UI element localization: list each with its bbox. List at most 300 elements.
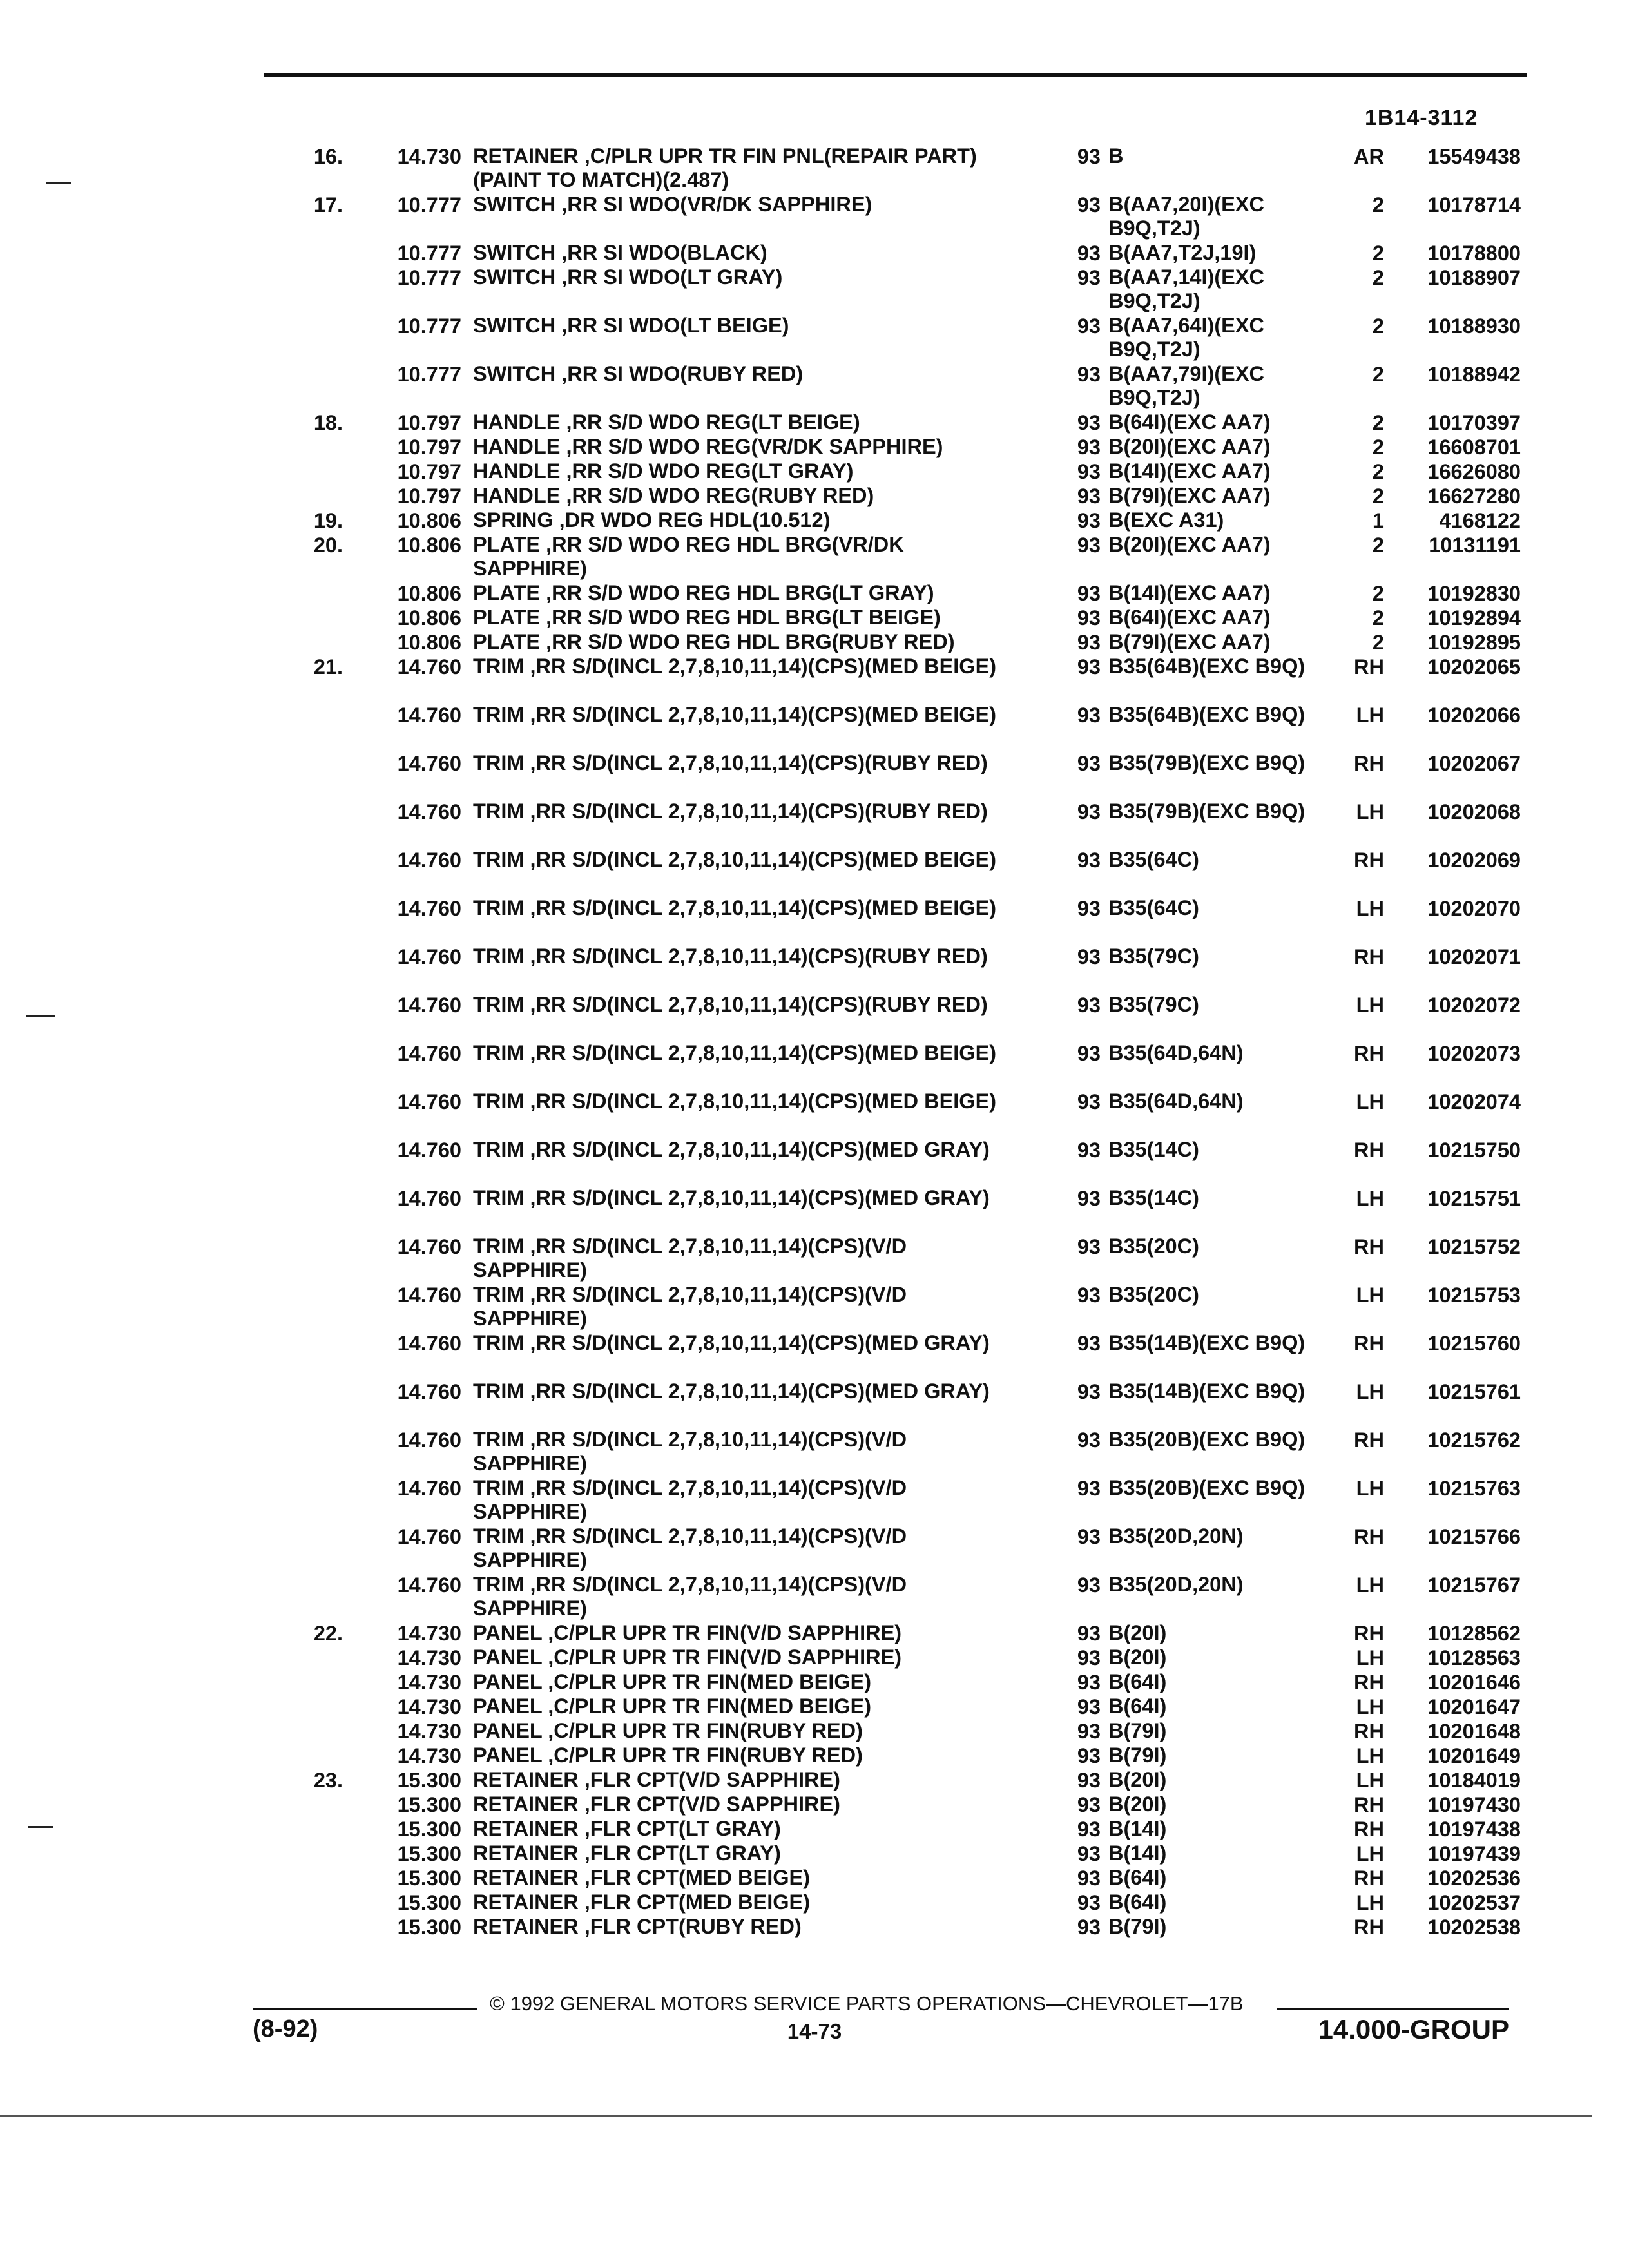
model-usage: B35(79B)(EXC B9Q) xyxy=(1108,800,1306,823)
quantity: RH xyxy=(1354,655,1384,678)
table-row xyxy=(0,581,1629,606)
part-description xyxy=(473,848,1001,872)
item-number: 16. xyxy=(313,145,343,168)
group-number: 14.730 xyxy=(397,1695,461,1718)
copyright-line: © 1992 GENERAL MOTORS SERVICE PARTS OPERATIONS—CHEVROLET—17B xyxy=(490,1992,1244,2015)
part-number: 10215762 xyxy=(1427,1428,1521,1452)
part-detail: ,RR S/D(INCL 2,7,8,10,11,14)(CPS)(MED BEIGE) xyxy=(530,1041,997,1064)
part-number: 10215752 xyxy=(1427,1235,1521,1258)
part-detail: ,RR S/D(INCL 2,7,8,10,11,14)(CPS)(RUBY RED) xyxy=(530,800,988,823)
table-row xyxy=(0,1235,1629,1283)
part-number: 16626080 xyxy=(1427,460,1521,483)
model-usage: B35(79C) xyxy=(1108,945,1199,968)
model-year: 93 xyxy=(1077,1332,1101,1355)
model-usage: B(14I)(EXC AA7) xyxy=(1108,459,1271,483)
part-description xyxy=(473,410,1001,434)
group-number: 10.797 xyxy=(397,436,461,459)
table-row xyxy=(0,484,1629,508)
part-name: HANDLE xyxy=(473,410,561,434)
table-row xyxy=(0,1792,1629,1817)
group-number: 14.760 xyxy=(397,1428,461,1452)
part-name: HANDLE xyxy=(473,435,561,458)
part-number: 4168122 xyxy=(1439,509,1521,532)
table-row xyxy=(0,703,1629,751)
part-description xyxy=(473,751,1001,775)
group-number: 14.760 xyxy=(397,1573,461,1597)
group-number: 10.777 xyxy=(397,266,461,289)
model-usage: B(AA7,T2J,19I) xyxy=(1108,241,1257,264)
model-year: 93 xyxy=(1077,314,1101,338)
table-row xyxy=(0,1841,1629,1866)
model-year: 93 xyxy=(1077,1573,1101,1597)
quantity: RH xyxy=(1354,1818,1384,1841)
model-year: 93 xyxy=(1077,1139,1101,1162)
table-row xyxy=(0,1186,1629,1235)
part-number: 10202068 xyxy=(1427,800,1521,823)
quantity: 2 xyxy=(1372,411,1384,434)
table-row xyxy=(0,800,1629,848)
group-number: 10.806 xyxy=(397,631,461,654)
part-name: TRIM xyxy=(473,1235,525,1258)
model-usage: B(79I)(EXC AA7) xyxy=(1108,484,1271,507)
group-label: 14.000-GROUP xyxy=(1318,2014,1509,2044)
part-number: 10215763 xyxy=(1427,1477,1521,1500)
group-number: 10.806 xyxy=(397,509,461,532)
part-number: 10215753 xyxy=(1427,1283,1521,1307)
part-number: 10215760 xyxy=(1427,1332,1521,1355)
quantity: LH xyxy=(1356,1380,1384,1403)
part-description xyxy=(473,1719,1001,1743)
group-number: 14.730 xyxy=(397,1622,461,1645)
part-detail: ,RR S/D WDO REG HDL BRG(VR/DK SAPPHIRE) xyxy=(473,533,904,580)
part-name: TRIM xyxy=(473,1186,525,1209)
quantity: RH xyxy=(1354,945,1384,968)
item-number: 22. xyxy=(313,1622,343,1645)
model-usage: B(14I)(EXC AA7) xyxy=(1108,581,1271,604)
part-detail: ,RR S/D WDO REG(LT BEIGE) xyxy=(566,410,860,434)
group-number: 14.760 xyxy=(397,1139,461,1162)
part-description xyxy=(473,1670,1001,1694)
part-detail: ,DR WDO REG HDL(10.512) xyxy=(559,508,831,532)
model-year: 93 xyxy=(1077,193,1101,216)
part-number: 10215761 xyxy=(1427,1380,1521,1403)
quantity: RH xyxy=(1354,1622,1384,1645)
part-detail: ,RR S/D(INCL 2,7,8,10,11,14)(CPS)(MED BEIGE) xyxy=(530,1090,997,1113)
model-year: 93 xyxy=(1077,800,1101,823)
part-detail: ,C/PLR UPR TR FIN(V/D SAPPHIRE) xyxy=(548,1646,902,1669)
top-rule xyxy=(264,73,1527,77)
model-year: 93 xyxy=(1077,411,1101,434)
group-number: 15.300 xyxy=(397,1842,461,1865)
part-detail: ,RR S/D(INCL 2,7,8,10,11,14)(CPS)(V/D SAPPHIRE) xyxy=(473,1428,907,1475)
model-year: 93 xyxy=(1077,1525,1101,1548)
model-year: 93 xyxy=(1077,849,1101,872)
quantity: RH xyxy=(1354,1671,1384,1694)
quantity: LH xyxy=(1356,1573,1384,1597)
model-year: 93 xyxy=(1077,1646,1101,1669)
model-usage: B35(20C) xyxy=(1108,1235,1199,1258)
table-row xyxy=(0,410,1629,435)
part-name: TRIM xyxy=(473,703,525,726)
part-name: SPRING xyxy=(473,508,554,532)
model-usage: B(20I) xyxy=(1108,1768,1167,1791)
part-description xyxy=(473,1235,1001,1282)
quantity: LH xyxy=(1356,1477,1384,1500)
group-number: 14.760 xyxy=(397,849,461,872)
part-description xyxy=(473,1915,1001,1939)
group-number: 14.760 xyxy=(397,655,461,678)
item-number: 21. xyxy=(313,655,343,678)
part-detail: ,C/PLR UPR TR FIN(MED BEIGE) xyxy=(548,1695,872,1718)
quantity: LH xyxy=(1356,800,1384,823)
group-number: 15.300 xyxy=(397,1916,461,1939)
part-detail: ,RR S/D(INCL 2,7,8,10,11,14)(CPS)(RUBY RED) xyxy=(530,945,988,968)
model-usage: B35(64C) xyxy=(1108,848,1199,871)
group-number: 14.760 xyxy=(397,1090,461,1113)
table-row xyxy=(0,993,1629,1041)
part-detail: ,RR S/D(INCL 2,7,8,10,11,14)(CPS)(V/D SAPPHIRE) xyxy=(473,1573,907,1620)
part-detail: ,RR S/D(INCL 2,7,8,10,11,14)(CPS)(MED GRAY) xyxy=(530,1138,990,1161)
model-usage: B35(20C) xyxy=(1108,1283,1199,1306)
part-detail: ,RR SI WDO(LT GRAY) xyxy=(561,265,783,289)
part-description xyxy=(473,241,1001,265)
table-row xyxy=(0,1138,1629,1186)
model-year: 93 xyxy=(1077,704,1101,727)
part-number: 10202538 xyxy=(1427,1916,1521,1939)
model-usage: B35(20D,20N) xyxy=(1108,1524,1244,1548)
quantity: LH xyxy=(1356,897,1384,920)
part-detail: ,RR S/D(INCL 2,7,8,10,11,14)(CPS)(RUBY RED) xyxy=(530,751,988,774)
table-row xyxy=(0,1719,1629,1744)
model-year: 93 xyxy=(1077,460,1101,483)
part-name: TRIM xyxy=(473,1283,525,1306)
group-number: 10.777 xyxy=(397,242,461,265)
part-description xyxy=(473,1186,1001,1210)
part-name: TRIM xyxy=(473,848,525,871)
model-year: 93 xyxy=(1077,1671,1101,1694)
group-number: 14.760 xyxy=(397,1380,461,1403)
table-row xyxy=(0,848,1629,896)
part-description xyxy=(473,1695,1001,1718)
part-description xyxy=(473,484,1001,508)
part-name: TRIM xyxy=(473,800,525,823)
part-name: RETAINER xyxy=(473,144,579,168)
part-detail: ,C/PLR UPR TR FIN(RUBY RED) xyxy=(548,1744,863,1767)
quantity: RH xyxy=(1354,1428,1384,1452)
part-description xyxy=(473,265,1001,289)
model-year: 93 xyxy=(1077,485,1101,508)
part-number: 10202070 xyxy=(1427,897,1521,920)
part-detail: ,RR S/D(INCL 2,7,8,10,11,14)(CPS)(MED BEIGE) xyxy=(530,655,997,678)
part-detail: ,RR S/D WDO REG(RUBY RED) xyxy=(566,484,874,507)
table-row xyxy=(0,1744,1629,1768)
quantity: RH xyxy=(1354,752,1384,775)
model-usage: B(AA7,14I)(EXC B9Q,T2J) xyxy=(1108,265,1264,312)
part-number: 10202069 xyxy=(1427,849,1521,872)
table-row xyxy=(0,1768,1629,1792)
table-row xyxy=(0,1090,1629,1138)
part-number: 10202536 xyxy=(1427,1867,1521,1890)
quantity: LH xyxy=(1356,1187,1384,1210)
footer-rule xyxy=(253,2008,477,2010)
group-number: 14.760 xyxy=(397,704,461,727)
part-name: TRIM xyxy=(473,655,525,678)
quantity: 2 xyxy=(1372,363,1384,386)
model-year: 93 xyxy=(1077,1090,1101,1113)
part-name: RETAINER xyxy=(473,1841,579,1865)
part-detail: ,RR SI WDO(VR/DK SAPPHIRE) xyxy=(561,193,872,216)
group-number: 14.760 xyxy=(397,1332,461,1355)
group-number: 10.777 xyxy=(397,314,461,338)
quantity: RH xyxy=(1354,1042,1384,1065)
part-number: 10128563 xyxy=(1427,1646,1521,1669)
part-number: 10178800 xyxy=(1427,242,1521,265)
model-usage: B35(79C) xyxy=(1108,993,1199,1016)
part-detail: ,RR S/D(INCL 2,7,8,10,11,14)(CPS)(V/D SAPPHIRE) xyxy=(473,1283,907,1330)
model-usage: B35(14C) xyxy=(1108,1138,1199,1161)
part-description xyxy=(473,1524,1001,1572)
part-name: PLATE xyxy=(473,606,541,629)
model-usage: B(AA7,20I)(EXC B9Q,T2J) xyxy=(1108,193,1264,240)
model-usage: B35(20B)(EXC B9Q) xyxy=(1108,1428,1306,1451)
part-name: TRIM xyxy=(473,1041,525,1064)
part-description xyxy=(473,1476,1001,1524)
model-usage: B35(20B)(EXC B9Q) xyxy=(1108,1476,1306,1499)
part-description xyxy=(473,1866,1001,1890)
model-usage: B35(64B)(EXC B9Q) xyxy=(1108,703,1306,726)
part-name: PANEL xyxy=(473,1621,543,1644)
part-description xyxy=(473,314,1001,338)
model-year: 93 xyxy=(1077,1916,1101,1939)
table-row xyxy=(0,533,1629,581)
model-year: 93 xyxy=(1077,1891,1101,1914)
quantity: LH xyxy=(1356,1283,1384,1307)
part-number: 10202072 xyxy=(1427,994,1521,1017)
model-year: 93 xyxy=(1077,1842,1101,1865)
group-number: 15.300 xyxy=(397,1769,461,1792)
item-number: 19. xyxy=(313,509,343,532)
part-detail: ,C/PLR UPR TR FIN(RUBY RED) xyxy=(548,1719,863,1742)
part-detail: ,RR S/D WDO REG(VR/DK SAPPHIRE) xyxy=(566,435,943,458)
group-number: 14.730 xyxy=(397,1720,461,1743)
part-name: HANDLE xyxy=(473,459,561,483)
part-description xyxy=(473,435,1001,459)
table-row xyxy=(0,751,1629,800)
part-description xyxy=(473,655,1001,678)
part-name: RETAINER xyxy=(473,1768,579,1791)
group-number: 14.760 xyxy=(397,994,461,1017)
part-number: 10192830 xyxy=(1427,582,1521,605)
quantity: RH xyxy=(1354,1867,1384,1890)
model-usage: B(14I) xyxy=(1108,1817,1167,1840)
part-description xyxy=(473,144,1001,192)
part-number: 10170397 xyxy=(1427,411,1521,434)
group-number: 14.760 xyxy=(397,1042,461,1065)
part-name: RETAINER xyxy=(473,1890,579,1914)
quantity: RH xyxy=(1354,1139,1384,1162)
quantity: RH xyxy=(1354,1720,1384,1743)
part-description xyxy=(473,896,1001,920)
part-name: SWITCH xyxy=(473,362,556,385)
part-name: PLATE xyxy=(473,581,541,604)
model-year: 93 xyxy=(1077,1283,1101,1307)
quantity: 2 xyxy=(1372,193,1384,216)
part-name: TRIM xyxy=(473,1138,525,1161)
part-description xyxy=(473,1792,1001,1816)
table-row xyxy=(0,1283,1629,1331)
model-usage: B35(64D,64N) xyxy=(1108,1041,1244,1064)
group-number: 14.730 xyxy=(397,145,461,168)
model-usage: B(79I)(EXC AA7) xyxy=(1108,630,1271,653)
model-year: 93 xyxy=(1077,1720,1101,1743)
model-usage: B35(64B)(EXC B9Q) xyxy=(1108,655,1306,678)
model-year: 93 xyxy=(1077,582,1101,605)
group-number: 14.760 xyxy=(397,1283,461,1307)
part-number: 10215767 xyxy=(1427,1573,1521,1597)
bottom-rule xyxy=(0,2115,1592,2117)
part-description xyxy=(473,1573,1001,1620)
part-number: 10188930 xyxy=(1427,314,1521,338)
model-year: 93 xyxy=(1077,606,1101,629)
model-usage: B(64I) xyxy=(1108,1866,1167,1889)
quantity: 1 xyxy=(1372,509,1384,532)
model-usage: B35(64C) xyxy=(1108,896,1199,919)
table-row xyxy=(0,314,1629,362)
part-number: 10202071 xyxy=(1427,945,1521,968)
quantity: RH xyxy=(1354,1525,1384,1548)
model-year: 93 xyxy=(1077,1744,1101,1767)
part-number: 16627280 xyxy=(1427,485,1521,508)
part-description xyxy=(473,1331,1001,1355)
part-number: 10202066 xyxy=(1427,704,1521,727)
model-usage: B(14I) xyxy=(1108,1841,1167,1865)
table-row xyxy=(0,193,1629,241)
part-name: RETAINER xyxy=(473,1866,579,1889)
model-year: 93 xyxy=(1077,1477,1101,1500)
revision-date: (8-92) xyxy=(253,2015,318,2042)
part-name: PANEL xyxy=(473,1695,543,1718)
quantity: 2 xyxy=(1372,606,1384,629)
group-number: 14.760 xyxy=(397,1235,461,1258)
part-detail: ,RR S/D(INCL 2,7,8,10,11,14)(CPS)(MED GRAY) xyxy=(530,1186,990,1209)
parts-list xyxy=(0,144,1629,1939)
model-usage: B(EXC A31) xyxy=(1108,508,1224,532)
page-number: 14-73 xyxy=(787,2019,842,2043)
table-row xyxy=(0,1866,1629,1890)
page-id: 1B14-3112 xyxy=(1365,106,1478,130)
quantity: LH xyxy=(1356,994,1384,1017)
part-description xyxy=(473,1138,1001,1162)
quantity: 2 xyxy=(1372,533,1384,557)
part-description xyxy=(473,533,1001,581)
part-detail: ,FLR CPT(V/D SAPPHIRE) xyxy=(584,1792,840,1816)
quantity: RH xyxy=(1354,1332,1384,1355)
part-name: TRIM xyxy=(473,1573,525,1596)
part-description xyxy=(473,193,1001,216)
model-year: 93 xyxy=(1077,1622,1101,1645)
part-name: SWITCH xyxy=(473,265,556,289)
part-detail: ,RR S/D WDO REG HDL BRG(LT GRAY) xyxy=(546,581,934,604)
group-number: 10.797 xyxy=(397,485,461,508)
group-number: 14.760 xyxy=(397,752,461,775)
part-number: 10202065 xyxy=(1427,655,1521,678)
part-detail: ,FLR CPT(RUBY RED) xyxy=(584,1915,802,1938)
model-usage: B35(14B)(EXC B9Q) xyxy=(1108,1331,1306,1354)
quantity: LH xyxy=(1356,1695,1384,1718)
group-number: 14.730 xyxy=(397,1646,461,1669)
part-detail: ,RR SI WDO(RUBY RED) xyxy=(561,362,804,385)
quantity: 2 xyxy=(1372,314,1384,338)
model-year: 93 xyxy=(1077,897,1101,920)
part-detail: ,FLR CPT(LT GRAY) xyxy=(584,1817,781,1840)
model-usage: B35(14B)(EXC B9Q) xyxy=(1108,1379,1306,1403)
part-name: PLATE xyxy=(473,533,541,556)
part-name: SWITCH xyxy=(473,314,556,337)
model-year: 93 xyxy=(1077,1187,1101,1210)
model-year: 93 xyxy=(1077,145,1101,168)
model-usage: B(79I) xyxy=(1108,1915,1167,1938)
part-description xyxy=(473,800,1001,823)
part-number: 10197439 xyxy=(1427,1842,1521,1865)
part-name: PANEL xyxy=(473,1719,543,1742)
model-year: 93 xyxy=(1077,1793,1101,1816)
quantity: LH xyxy=(1356,1646,1384,1669)
part-number: 10201649 xyxy=(1427,1744,1521,1767)
quantity: 2 xyxy=(1372,266,1384,289)
part-name: TRIM xyxy=(473,945,525,968)
part-detail: ,RR S/D(INCL 2,7,8,10,11,14)(CPS)(MED BEIGE) xyxy=(530,703,997,726)
part-number: 10202537 xyxy=(1427,1891,1521,1914)
table-row xyxy=(0,435,1629,459)
part-description xyxy=(473,606,1001,629)
part-number: 10197430 xyxy=(1427,1793,1521,1816)
model-year: 93 xyxy=(1077,631,1101,654)
table-row xyxy=(0,1890,1629,1915)
model-year: 93 xyxy=(1077,533,1101,557)
part-name: RETAINER xyxy=(473,1817,579,1840)
table-row xyxy=(0,606,1629,630)
part-number: 10202073 xyxy=(1427,1042,1521,1065)
quantity: RH xyxy=(1354,1793,1384,1816)
part-description xyxy=(473,1041,1001,1065)
table-row xyxy=(0,1379,1629,1428)
group-number: 10.777 xyxy=(397,193,461,216)
group-number: 15.300 xyxy=(397,1867,461,1890)
model-year: 93 xyxy=(1077,752,1101,775)
item-number: 23. xyxy=(313,1769,343,1792)
part-name: TRIM xyxy=(473,1524,525,1548)
quantity: LH xyxy=(1356,1842,1384,1865)
table-row xyxy=(0,1646,1629,1670)
group-number: 10.806 xyxy=(397,582,461,605)
part-detail: ,RR SI WDO(LT BEIGE) xyxy=(561,314,789,337)
part-description xyxy=(473,1621,1001,1645)
part-number: 10192895 xyxy=(1427,631,1521,654)
model-year: 93 xyxy=(1077,1380,1101,1403)
model-year: 93 xyxy=(1077,1818,1101,1841)
table-row xyxy=(0,1331,1629,1379)
part-name: TRIM xyxy=(473,1379,525,1403)
part-name: TRIM xyxy=(473,751,525,774)
part-number: 10197438 xyxy=(1427,1818,1521,1841)
table-row xyxy=(0,1695,1629,1719)
group-number: 10.797 xyxy=(397,411,461,434)
quantity: 2 xyxy=(1372,582,1384,605)
part-detail: ,FLR CPT(MED BEIGE) xyxy=(584,1866,811,1889)
group-number: 15.300 xyxy=(397,1818,461,1841)
model-usage: B(79I) xyxy=(1108,1719,1167,1742)
quantity: LH xyxy=(1356,1769,1384,1792)
